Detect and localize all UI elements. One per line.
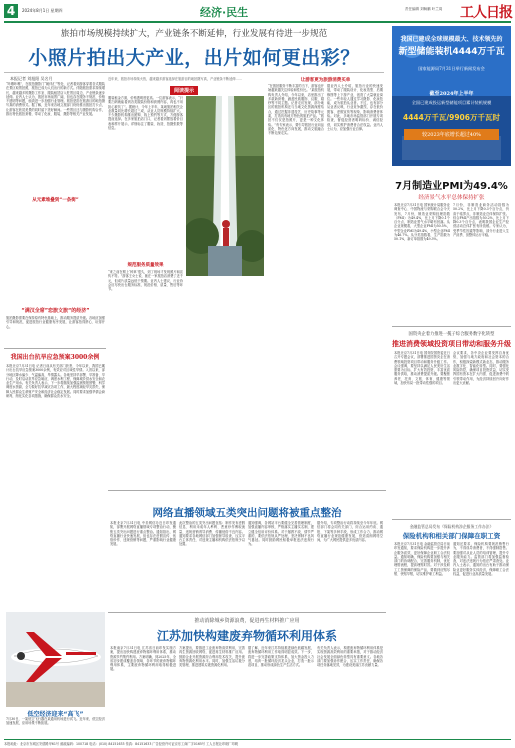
hunan-title: 我国出台抗旱应急预案3000余例 — [10, 354, 100, 361]
right-rule-2 — [392, 519, 511, 520]
storage-line6: 4444万千瓦/9906万千瓦时 — [403, 113, 500, 122]
pmi-subtitle: 经济景气水平总体保持扩张 — [418, 195, 485, 201]
lead-note: 近年来，旅拍市场持续火热，越来越多游客选择在旅游目的地拍摄写真，产业链条不断延伸…… — [108, 77, 242, 81]
waterfall-photo — [186, 96, 264, 276]
page-number: 4 — [4, 4, 18, 18]
left-rule-1 — [4, 348, 106, 349]
storage-line4: 截至2024年上半年 — [429, 91, 474, 97]
live-body-col2: 此次整治的五类突出问题包括：制作发布虚假信息、利用未成年人牟利、恶意炒作博取流量、违规营销诱导消费、传播低俗不良内容。通知要求各地网信部门加强督导检查，压实平台主体责任，对违规主播和机构依法依规予以处置。 — [179, 521, 245, 547]
pmi-body-col1: 本报北京7月31日电 国家统计局服务业调查中心、中国物流与采购联合会今天发布，7月份，制造业采购经理指数（PMI）为49.4%，比上月下降0.1个百分点，制造业景气水平略有回落。从企业规模看，大型企业PMI为50.5%，中型企业PMI为49.4%，小型企业PMI为46.7%。从分类指数看，生产指数为50.1%，新订单指数为49.3%。 — [394, 203, 450, 242]
storage-line1: 我国已建成全球规模最大、技术领先的 — [400, 36, 503, 43]
waste-title: 江苏加快构建废弃物循环利用体系 — [156, 629, 337, 643]
mid-rule-1 — [108, 490, 386, 491]
section-title: 经济·民生 — [200, 6, 249, 19]
storage-line2: 新型储能装机4444万千瓦 — [398, 47, 505, 57]
waste-body-col4: 有关负责人表示，构建废弃物循环利用体系是实现资源高效利用的重要举措，对于推动经济社会发展全面绿色转型具有重要意义。各地各部门要加强协作配合，压实工作责任，确保各项任务落地见效，为建设美丽江苏贡献力量。 — [317, 646, 383, 668]
live-body-col4: 据介绍，专项整治行动将持续至今年年底。网信部门将会同有关部门，综合运用约谈、通报、下架等多种手段，形成工作合力，推动网络直播行业规范健康发展，营造清朗网络空间，为广大网民提供更多优质内容。 — [317, 521, 383, 543]
plane-body: 7月30日，一架低空飞行器在某通用机场进行试飞。近年来，低空经济加速发展，应用场景不断拓展。 — [6, 717, 105, 726]
subhead-1: 从元素堆叠到“一条街” — [32, 198, 79, 203]
lead-kicker: 旅拍市场规模持续扩大，产业链条不断延伸，行业发展有待进一步规范 — [60, 29, 328, 39]
subhead-2: “满汉全席”恋旅文旅“的经济” — [21, 308, 90, 314]
lead-body-col4: 据业内人士介绍，旅拍行业的快速发展，带动了服装设计、化妆造型、后期修图等上下游产业，创造了大量就业岗位。一些年轻人通过学习摄影、化妆技能，成为旅拍从业者。不过，也有部分从业者反映，行业竞争激烈，存在低价揽客、虚假宣传等现象，影响消费者体验。对此，多地市场监管部门开展专项检查，督促经营者明码标价、诚信经营，切实维护消费者合法权益。业内人士认为，应加强行业自律。 — [327, 84, 383, 131]
insurance-title: 保险机构和相关部门保障在职工资 — [402, 532, 501, 540]
live-body-col3: 通知强调，各网站平台要健全完善管理制度，加强直播内容审核，严格落实主播实名制，建立健全信用评价体系。对于屡教不改、情节严重的，要依法依规从严处理，坚决遏制不良风气蔓延。同时鼓励网民积极举报违法违规行为。 — [248, 521, 314, 547]
storage-line7: 较2023年底增长超过40% — [404, 129, 499, 140]
lead-body-col3: “在旅拍服务不断丰富的当下，游客也开始越来越关注体验和性价比。”某旅拍机构负责人介绍，今年以来，店里推出了多款新套餐，涵盖民族服饰、汉服、婚纱等不同主题。记者走访发现，部分地区的旅拍机构还与当地文化资源深度结合，通过挖掘非遗技艺、历史故事等元素，打造具有地方特色的旅拍产品。“旅拍不仅仅是拍照片，更是一种文化体验。”有专家表示，要引导旅拍行业向品质化、特色化方向发展，推动文旅融合不断走深走实。 — [268, 84, 324, 136]
lead-title: 小照片拍出大产业，出片如何更出彩？ — [28, 47, 360, 69]
waste-kicker: 推动消除城乡资源浪费，促进再生材料推广应用 — [194, 618, 300, 624]
lead-body-col2b: “来之前在网上‘种草’很久，到了现场才发现照片和宣传不符。”游客王女士说，她在一家旅拍店消费了近千元，但成片质量远低于预期。业内人士建议，行业协会应尽快出台服务标准，规范价格、质量、售后等环节。 — [108, 270, 183, 292]
right-rule-1 — [392, 326, 511, 327]
mid-rule-2 — [108, 612, 386, 613]
pmi-title: 7月制造业PMI为49.4% — [395, 181, 508, 192]
masthead-logo: 工人日报 — [460, 5, 512, 21]
storage-line5: 全国已建成投运新型储能项目累计装机规模 — [411, 100, 492, 105]
live-title: 网络直播领域五类突出问题将被重点整治 — [152, 507, 342, 519]
subhead-4: 规范服务质量效果 — [127, 263, 164, 268]
issue-date: 2024年8月1日 星期四 — [22, 8, 63, 13]
sidebar-note: 旅拍摄影需要在保持原有特色基础上，推动服务提质升级。各地应加强引导和规范，促进旅拍行业健康有序发展，让游客拍得舒心、玩得开心。 — [6, 316, 105, 329]
water-body-col1: 本报北京7月31日电 国务院国资委近日召开专题会议，部署推进国资央企在消费领域投资项目带动和服务升级工作。会议强调，要坚持以满足人民美好生活需要为目标，扩大有效投资，丰富优质服务供给，推动消费提质升级。要聚焦养老、托育、文旅、体育、健康等领域，加快布局一批带动性强的项目。 — [394, 351, 450, 386]
lead-body-col2: 服装租金方面，价格透明度更高。一位游客表示，“只要扫码就能看到各类服装价格和套餐内容，再也不用担心被坑了”。据统计，今年上半年，某地旅拍相关企业数量同比增长超过三成，从业人员规模持续扩大。不少摄影机构推出团购、线上预约等方式，方便游客提前选择。在多家旅拍店门口，记者看到摆放着价目表和样片展示，详细标注了服装、妆造、拍摄张数等信息。 — [108, 96, 183, 131]
insurance-kicker: 金融监管总局发布《保险机构涉企服务工作办法》 — [409, 524, 494, 529]
hunan-body: 本报北京7月31日电 记者日前从有关部门获悉，今年以来，我国已累计出台抗旱应急预案3000余例，有效应对区域性旱情。入汛以来，部分地区降水偏少、气温偏高，旱情露头。各地坚持早部署、早准备、早行动，及时启动抗旱应急响应，调度水利工程，保障城乡供水安全和农业生产用水。有关负责人表示，下一步将继续加强监测预报预警，科学调度水资源，全力做好抗旱减灾各项工作，最大程度减轻旱灾损失，保障人民群众生命财产安全和经济社会稳定发展。同时要求加强旱情会商研判，细化实化各项措施，确保群众饮水安全。 — [6, 364, 105, 399]
pmi-body-col2: 7月份，非制造业商务活动指数为50.2%，比上月下降0.3个百分点，仍高于临界点，非制造业总体保持扩张。综合PMI产出指数为50.2%，比上月下降0.3个百分点，表明我国企业生产经营活动总体扩张有所放缓。专家认为，受季节性因素等影响，部分行业进入生产淡季，但整体运行平稳。 — [453, 203, 509, 238]
water-body-col2: 会议要求，各中央企业要发挥自身优势，加强与地方政府和社会资本的合作，积极探索新模式新业态，推动服务业数字化、智能化转型。同时，要强化风险防控，确保项目投资效益，切实发挥国有资本在扩大内需、促进消费中的引领带动作用，为经济持续回升向好作出更大贡献。 — [453, 351, 509, 386]
subhead-3: 让游客更为旅游消费买单 — [300, 78, 351, 83]
waste-body-col2: 方案提出，要推进工业废弃物高效利用，完善再生资源回收网络，促进再生材料推广应用。鼓励企业开展资源综合利用技术攻关，提升废弃物资源化利用水平。同时，加强生活垃圾分类管理，推进建筑垃圾资源化利用。 — [179, 646, 245, 668]
footer-text: 本报地址：北京市东城区安德路甲61号 邮政编码：100718 电话：(010) 84151633 传真：84151633 广告经营许可证京东工商广字0165号 工人日报社印刷厂印刷 — [4, 742, 238, 746]
insurance-body-col1: 本报北京7月31日电 金融监管总局日前印发通知，要求保险机构进一步提升涉企服务质效，更好保障企业职工合法权益。通知明确，保险机构要加强与相关部门的协调配合，完善服务机制，优化理赔流程，提高理赔时效。对于涉及职工工资保障的保险产品，要做到应赔尽赔、快赔早赔，切实维护职工利益。 — [394, 542, 450, 577]
waste-body-col3: 据了解，近年来江苏持续推进绿色低碳发展，废弃物循环利用工作取得明显成效。下一步，将进一步完善政策支持体系，加大资金投入力度，培育一批循环经济龙头企业，打造一批示范项目，推动形成绿色生产生活方式。 — [248, 646, 314, 668]
storage-line3: 国家能源局7月31日举行新闻发布会 — [418, 66, 485, 71]
editor-credit: 责任编辑 刘畅鹏 叶兰周 — [405, 7, 443, 11]
footer-rule — [4, 739, 511, 740]
water-title: 国资央企着力推进一揽子综合服务数字化转型 — [408, 332, 495, 337]
water-subtitle: 推进消费领域投资项目带动和服务升级 — [392, 340, 511, 348]
plane-photo — [6, 612, 105, 707]
lead-rule — [4, 72, 384, 73]
live-body-col1: 本报北京7月31日电 中央网信办近日印发通知，部署开展网络直播领域专项整治行动，聚焦五类突出问题进行重点整治。通知指出，网络直播行业快速发展，但也存在虚假宣传、低俗炒作、违规营销等问题，严重影响行业健康发展。 — [110, 521, 176, 547]
lead-byline: 本报记者 刘旭阳 吴名月 — [10, 76, 53, 81]
waste-body-col1: 本报南京7月31日电 江苏省日前印发实施方案，提出加快构建废弃物循环利用体系，推动资源节约集约利用。方案明确，到2025年，全省初步建成覆盖各领域、各环节的废弃物循环利用体系，主要废弃物循环利用取得积极进展。 — [110, 646, 176, 672]
plane-caption: 低空经济迎来“高飞” — [27, 711, 84, 718]
lead-body-col1: “咔嚓咔嚓”，在旅拍摄影门“朝伴汇”等处，记者看到游客穿着各式服装在景区取景拍照，旅拍已成为人们出行的新方式。伴随旅拍需求持续增长，越来越多的摄影工作室、服装租赁店入驻景区周边，产业链条逐步延伸。业内人士认为，旅拍市场前景广阔，但也存在服务不规范、价格不透明等问题，亟须进一步加强行业管理。旅拍是指在旅游目的地拍摄写真的消费形式。据了解，近年来各地文旅部门纷纷推出旅拍打卡点，让游客在欣赏美景的同时留下美好瞬间。一些景区还与摄影机构合作，推出特色旅拍套餐，带动了化妆、服装、摄影等相关产业发展。 — [6, 82, 105, 117]
insurance-body-col2: 通知还要求，保险机构要规范销售行为，不得误导消费者，不得强制搭售。要加强对从业人员的培训管理，提升专业服务能力。监管部门将加强监督检查，对违法违规行为依法严肃查处。业内人士表示，通知的出台有助于推动保险业更好服务实体经济，保障职工合法权益，促进行业高质量发展。 — [453, 542, 509, 577]
header-rule — [4, 21, 511, 23]
reading-tip-badge: 阅读提示 — [170, 86, 198, 95]
